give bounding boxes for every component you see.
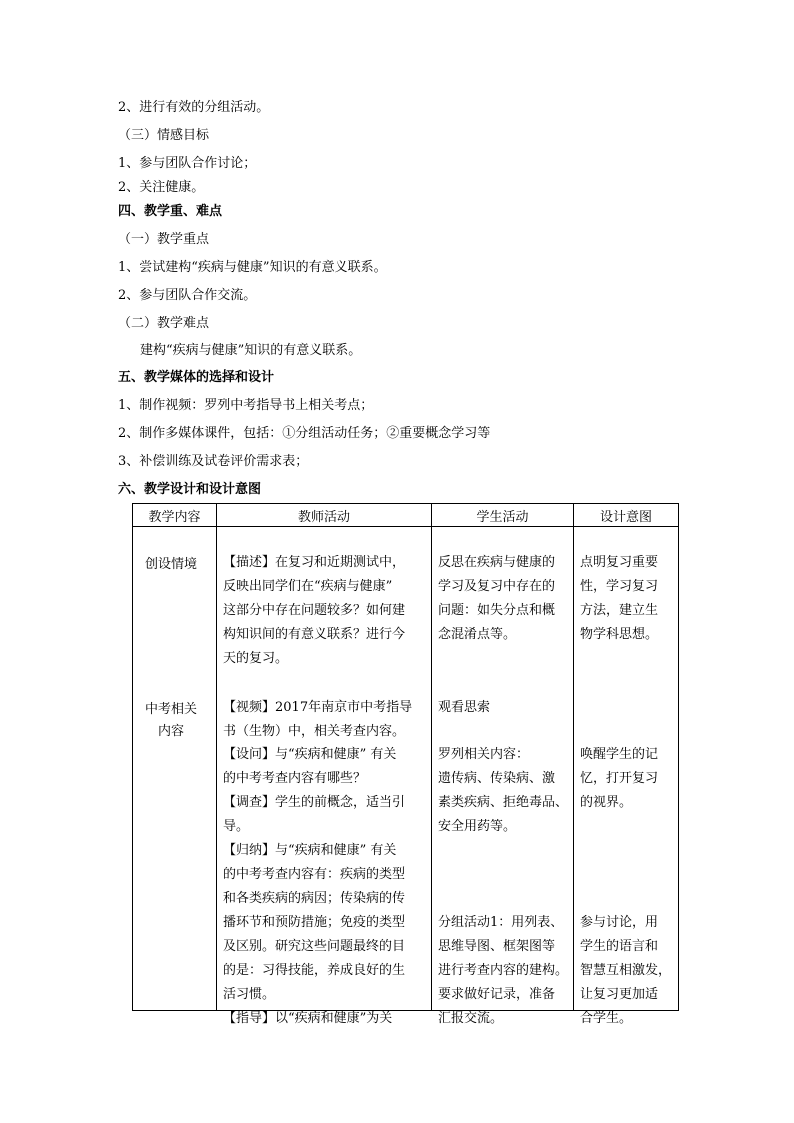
subsection-heading: （二）教学难点: [118, 316, 210, 331]
cell-text: 学习及复习中存在的: [438, 579, 556, 594]
cell-text: 中考相关: [145, 702, 198, 717]
cell-text: 学生的语言和: [580, 939, 659, 954]
cell-text: 【指导】以“疾病和健康”为关: [223, 1011, 393, 1026]
cell-text: 创设情境: [145, 557, 198, 572]
text-line: 3、补偿训练及试卷评价需求表；: [118, 454, 309, 469]
cell-text: 反映出同学们在“疾病与健康”: [223, 579, 393, 594]
text-line: 2、参与团队合作交流。: [118, 288, 257, 303]
cell-content: [133, 527, 217, 1011]
cell-text: 安全用药等。: [438, 819, 517, 834]
cell-text: 念混淆点等。: [438, 627, 517, 642]
cell-text: 进行考查内容的建构。: [438, 963, 569, 978]
cell-text: 唤醒学生的记: [580, 747, 659, 762]
cell-text: 内容: [158, 724, 185, 739]
cell-text: 播环节和预防措施；免疫的类型: [223, 915, 406, 930]
cell-text: 方法，建立生: [580, 603, 659, 618]
cell-text: 分组活动1：用列表、: [438, 915, 564, 930]
header-teacher: 教师活动: [217, 504, 432, 527]
cell-text: 导。: [223, 819, 250, 834]
cell-text: 观看思索: [438, 700, 491, 715]
subsection-heading: （一）教学重点: [118, 232, 210, 247]
header-student: 学生活动: [432, 504, 574, 527]
cell-text: 【调查】学生的前概念，适当引: [223, 795, 406, 810]
section-heading: 六、教学设计和设计意图: [118, 482, 262, 497]
cell-text: 的视界。: [580, 795, 633, 810]
cell-text: 素类疾病、拒绝毒品、: [438, 795, 569, 810]
cell-text: 反思在疾病与健康的: [438, 555, 556, 570]
cell-text: 思维导图、框架图等: [438, 939, 556, 954]
cell-text: 【归纳】与“疾病和健康” 有关: [223, 843, 397, 858]
cell-text: 和各类疾病的病因；传染病的传: [223, 891, 406, 906]
cell-intent: [574, 527, 679, 1026]
text-line: 1、尝试建构“疾病与健康”知识的有意义联系。: [118, 260, 387, 275]
cell-text: 构知识间的有意义联系？进行今: [223, 627, 406, 642]
cell-text: 书（生物）中，相关考查内容。: [223, 724, 406, 739]
cell-text: 让复习更加适: [580, 987, 659, 1002]
text-line: 1、制作视频：罗列中考指导书上相关考点；: [118, 398, 374, 413]
teaching-design-table: [132, 503, 679, 1026]
cell-text: 性，学习复习: [580, 579, 659, 594]
cell-student: [432, 527, 574, 1026]
header-content: 教学内容: [133, 504, 217, 527]
cell-text: 问题：如失分点和概: [438, 603, 556, 618]
cell-text: 【视频】2017年南京市中考指导: [223, 700, 413, 715]
text-line: 2、制作多媒体课件，包括：①分组活动任务；②重要概念学习等: [118, 426, 491, 441]
cell-text: 的是：习得技能，养成良好的生: [223, 963, 406, 978]
table-header-row: [133, 504, 679, 527]
section-heading: （三）情感目标: [118, 128, 210, 143]
cell-text: 智慧互相激发，: [580, 963, 672, 978]
cell-text: 的中考考查内容有：疾病的类型: [223, 867, 406, 882]
cell-text: 罗列相关内容：: [438, 747, 530, 762]
cell-text: 及区别。研究这些问题最终的目: [223, 939, 406, 954]
header-intent: 设计意图: [574, 504, 679, 527]
cell-text: 物学科思想。: [580, 627, 659, 642]
cell-text: 合学生。: [580, 1011, 633, 1026]
cell-text: 的中考考查内容有哪些？: [223, 771, 367, 786]
cell-text: 天的复习。: [223, 651, 289, 666]
cell-text: 参与讨论，用: [580, 915, 659, 930]
text-line: 2、进行有效的分组活动。: [118, 100, 270, 115]
cell-text: 【设问】与“疾病和健康” 有关: [223, 747, 397, 762]
cell-text: 要求做好记录，准备: [438, 987, 556, 1002]
section-heading: 五、教学媒体的选择和设计: [118, 370, 275, 385]
section-heading: 四、教学重、难点: [118, 204, 223, 219]
text-line: 1、参与团队合作讨论；: [118, 156, 257, 171]
table-row: [133, 527, 679, 1011]
cell-teacher: [217, 527, 432, 1026]
cell-text: 点明复习重要: [580, 555, 659, 570]
cell-text: 遗传病、传染病、激: [438, 771, 556, 786]
cell-text: 忆，打开复习: [580, 771, 659, 786]
cell-text: 这部分中存在问题较多？如何建: [223, 603, 406, 618]
text-line: 2、关注健康。: [118, 180, 205, 195]
cell-text: 活习惯。: [223, 987, 276, 1002]
text-line: 建构“疾病与健康”知识的有意义联系。: [140, 343, 362, 358]
cell-text: 【描述】在复习和近期测试中，: [223, 555, 406, 570]
cell-text: 汇报交流。: [438, 1011, 504, 1026]
